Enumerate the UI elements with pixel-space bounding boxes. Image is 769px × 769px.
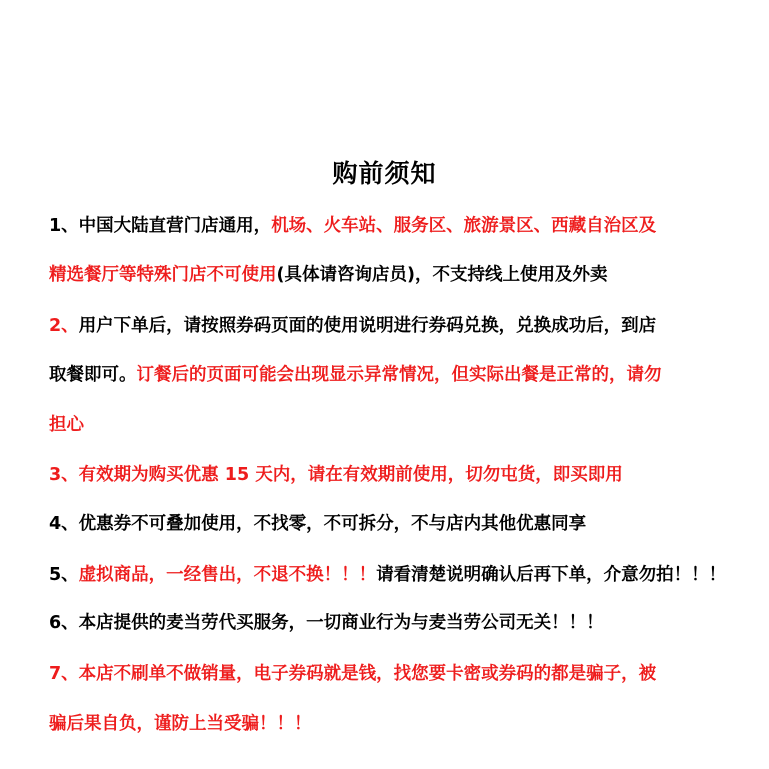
text-segment-highlight: 骗后果自负，谨防上当受骗！！！ [49, 714, 312, 734]
notice-item-2-line-2 [49, 362, 749, 388]
text-segment-highlight: 订餐后的页面可能会出现显示异常情况，但实际出餐是正常的，请勿 [136, 365, 662, 385]
notice-item-7-line-2 [49, 711, 749, 737]
text-segment: (具体请咨询店员)，不支持线上使用及外卖 [276, 265, 608, 285]
text-segment: 用户下单后，请按照券码页面的使用说明进行券码兑换，兑换成功后，到店 [78, 316, 657, 336]
notice-item-1-line-1 [49, 213, 749, 239]
notice-item-1-line-2 [49, 262, 749, 288]
notice-item-7-line-1 [49, 661, 749, 687]
text-segment-highlight: 2、 [49, 316, 79, 336]
notice-item-2-line-3 [49, 412, 749, 438]
notice-item-4 [49, 511, 749, 537]
text-segment: 取餐即可。 [49, 365, 137, 385]
text-segment-highlight: 机场、火车站、服务区、旅游景区、西藏自治区及 [271, 216, 657, 236]
notice-item-2-line-1 [49, 313, 749, 339]
text-segment: 1、中国大陆直营门店通用， [49, 216, 272, 236]
text-segment: 6、本店提供的麦当劳代买服务，一切商业行为与麦当劳公司无关！！！ [49, 613, 604, 633]
text-segment-highlight: 担心 [49, 415, 84, 435]
text-segment: 请看清楚说明确认后再下单，介意勿拍！！！ [376, 565, 727, 585]
notice-item-5 [49, 562, 749, 588]
text-segment-highlight: 7、本店不刷单不做销量，电子券码就是钱，找您要卡密或券码的都是骗子，被 [49, 664, 657, 684]
text-segment-highlight: 精选餐厅等特殊门店不可使用 [49, 265, 277, 285]
notice-item-6 [49, 610, 749, 636]
text-segment: 5、 [49, 565, 79, 585]
notice-title: 购前须知 [332, 159, 437, 188]
text-segment-highlight: 3、有效期为购买优惠 15 天内，请在有效期前使用，切勿屯货，即买即用 [49, 465, 623, 485]
notice-item-3 [49, 462, 749, 488]
text-segment-highlight: 虚拟商品，一经售出，不退不换！！！ [78, 565, 377, 585]
text-segment: 4、优惠券不可叠加使用，不找零，不可拆分，不与店内其他优惠同享 [49, 514, 587, 534]
